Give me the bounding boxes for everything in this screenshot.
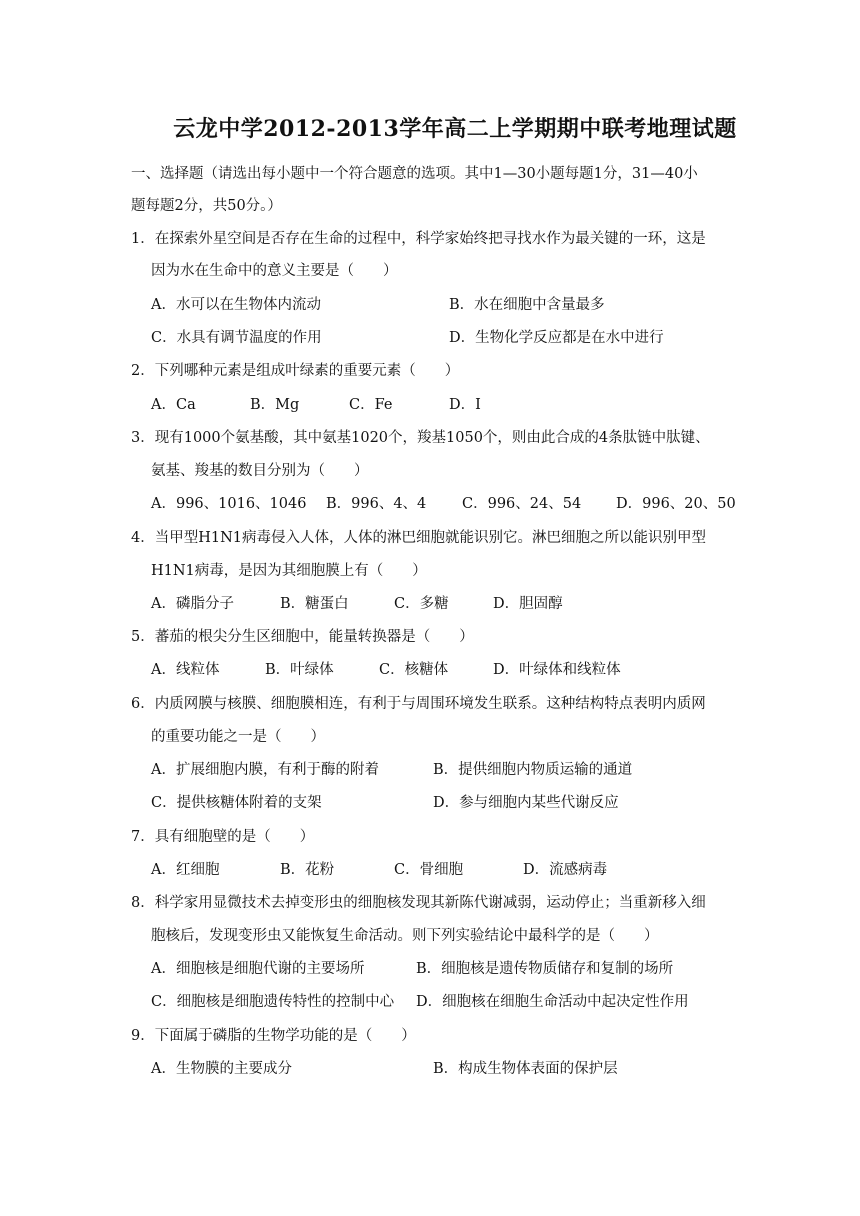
question-3-option-d: D．996、20、50 [616, 496, 736, 512]
question-2-line-1: 2．下列哪种元素是组成叶绿素的重要元素（ ） [131, 363, 460, 379]
question-8-option-c: C．细胞核是细胞遗传特性的控制中心 [151, 994, 395, 1010]
question-4-option-a: A．磷脂分子 [151, 596, 234, 612]
question-5-line-1: 5．蕃茄的根尖分生区细胞中，能量转换器是（ ） [131, 629, 474, 645]
question-9-option-b: B．构成生物体表面的保护层 [433, 1061, 618, 1077]
question-4-option-d: D．胆固醇 [493, 596, 563, 612]
question-3-line-2: 氨基、羧基的数目分别为（ ） [151, 463, 369, 479]
question-7-option-b: B．花粉 [280, 862, 335, 878]
question-4-option-b: B．糖蛋白 [280, 596, 349, 612]
question-1-option-d: D．生物化学反应都是在水中进行 [449, 330, 664, 346]
question-9-line-1: 9．下面属于磷脂的生物学功能的是（ ） [131, 1028, 416, 1044]
question-2-option-a: A．Ca [151, 397, 196, 413]
question-3-option-b: B．996、4、4 [326, 496, 427, 512]
question-5-option-c: C．核糖体 [379, 662, 449, 678]
question-3-line-1: 3．现有1000个氨基酸，其中氨基1020个，羧基1050个，则由此合成的4条肽链中肽键、 [131, 430, 710, 446]
question-9-option-a: A．生物膜的主要成分 [151, 1061, 292, 1077]
question-6-line-2: 的重要功能之一是（ ） [151, 729, 325, 745]
question-1-line-1: 1．在探索外星空间是否存在生命的过程中，科学家始终把寻找水作为最关键的一环，这是 [131, 231, 706, 247]
question-5-option-a: A．线粒体 [151, 662, 220, 678]
question-6-option-c: C．提供核糖体附着的支架 [151, 795, 322, 811]
question-3-option-c: C．996、24、54 [462, 496, 582, 512]
question-2-option-c: C．Fe [349, 397, 393, 413]
question-6-option-a: A．扩展细胞内膜，有利于酶的附着 [151, 762, 379, 778]
question-7-line-1: 7．具有细胞壁的是（ ） [131, 829, 315, 845]
question-1-option-a: A．水可以在生物体内流动 [151, 297, 321, 313]
question-1-option-c: C．水具有调节温度的作用 [151, 330, 322, 346]
question-7-option-d: D．流感病毒 [523, 862, 608, 878]
question-2-option-d: D．I [449, 397, 481, 413]
question-3-option-a: A．996、1016、1046 [151, 496, 307, 512]
section-instruction-line-2: 题每题2分，共50分。） [131, 198, 282, 214]
question-8-line-1: 8．科学家用显微技术去掉变形虫的细胞核发现其新陈代谢减弱，运动停止；当重新移入细 [131, 895, 706, 911]
question-5-option-d: D．叶绿体和线粒体 [493, 662, 621, 678]
question-8-option-a: A．细胞核是细胞代谢的主要场所 [151, 961, 365, 977]
question-1-line-2: 因为水在生命中的意义主要是（ ） [151, 263, 398, 279]
question-6-option-d: D．参与细胞内某些代谢反应 [433, 795, 619, 811]
page-title: 云龙中学2012-2013学年高二上学期期中联考地理试题 [173, 116, 737, 142]
question-2-option-b: B．Mg [250, 397, 300, 413]
question-6-line-1: 6．内质网膜与核膜、细胞膜相连，有利于与周围环境发生联系。这种结构特点表明内质网 [131, 696, 706, 712]
question-7-option-a: A．红细胞 [151, 862, 220, 878]
question-8-option-d: D．细胞核在细胞生命活动中起决定性作用 [416, 994, 689, 1010]
question-7-option-c: C．骨细胞 [394, 862, 464, 878]
question-8-line-2: 胞核后，发现变形虫又能恢复生命活动。则下列实验结论中最科学的是（ ） [151, 928, 659, 944]
question-4-option-c: C．多糖 [394, 596, 449, 612]
question-6-option-b: B．提供细胞内物质运输的通道 [433, 762, 633, 778]
question-1-option-b: B．水在细胞中含量最多 [449, 297, 605, 313]
question-4-line-2: H1N1病毒，是因为其细胞膜上有（ ） [151, 563, 427, 579]
question-4-line-1: 4．当甲型H1N1病毒侵入人体，人体的淋巴细胞就能识别它。淋巴细胞之所以能识别甲型 [131, 530, 707, 546]
question-8-option-b: B．细胞核是遗传物质储存和复制的场所 [416, 961, 674, 977]
section-instruction-line-1: 一、选择题（请选出每小题中一个符合题意的选项。其中1—30小题每题1分，31—40小 [131, 166, 698, 182]
question-5-option-b: B．叶绿体 [265, 662, 334, 678]
